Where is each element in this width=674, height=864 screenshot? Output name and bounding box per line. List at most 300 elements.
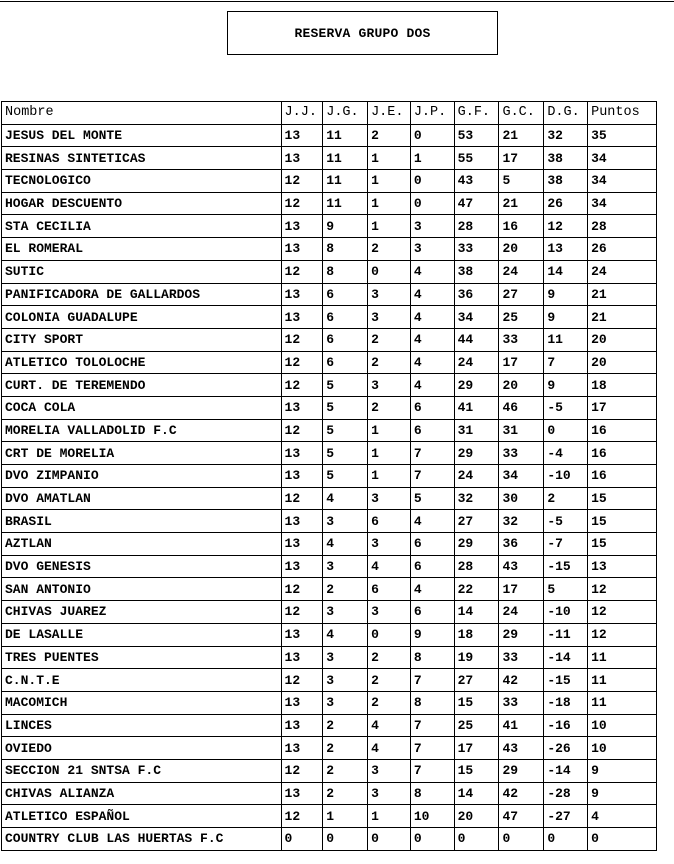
cell-jg: 5 — [323, 442, 368, 465]
cell-je: 2 — [368, 124, 411, 147]
table-row — [2, 328, 657, 351]
table-row — [2, 691, 657, 714]
cell-jp: 7 — [410, 465, 454, 488]
cell-jp: 3 — [410, 215, 454, 238]
cell-dg: 32 — [544, 124, 588, 147]
table-row — [2, 396, 657, 419]
col-header-jp: J.P. — [410, 102, 454, 125]
cell-puntos: 18 — [588, 374, 657, 397]
cell-jp: 6 — [410, 555, 454, 578]
cell-je: 1 — [368, 442, 411, 465]
cell-jg: 11 — [323, 170, 368, 193]
cell-jj: 13 — [281, 215, 323, 238]
cell-dg: 14 — [544, 260, 588, 283]
col-header-gc: G.C. — [499, 102, 544, 125]
cell-jg: 4 — [323, 487, 368, 510]
table-row — [2, 192, 657, 215]
cell-jj: 12 — [281, 192, 323, 215]
cell-jp: 6 — [410, 419, 454, 442]
cell-jg: 2 — [323, 782, 368, 805]
cell-team-name: SECCION 21 SNTSA F.C — [2, 759, 282, 782]
cell-dg: -26 — [544, 737, 588, 760]
cell-puntos: 15 — [588, 510, 657, 533]
cell-puntos: 0 — [588, 828, 657, 851]
cell-team-name: DVO GENESIS — [2, 555, 282, 578]
cell-jp: 0 — [410, 192, 454, 215]
cell-puntos: 35 — [588, 124, 657, 147]
cell-dg: 38 — [544, 147, 588, 170]
cell-puntos: 24 — [588, 260, 657, 283]
cell-team-name: DVO AMATLAN — [2, 487, 282, 510]
table-row — [2, 805, 657, 828]
cell-gc: 29 — [499, 623, 544, 646]
cell-jj: 13 — [281, 714, 323, 737]
cell-jg: 11 — [323, 192, 368, 215]
cell-jj: 13 — [281, 124, 323, 147]
table-row — [2, 306, 657, 329]
cell-gc: 16 — [499, 215, 544, 238]
cell-dg: 9 — [544, 374, 588, 397]
cell-gf: 29 — [454, 533, 499, 556]
cell-jj: 13 — [281, 737, 323, 760]
cell-gf: 44 — [454, 328, 499, 351]
cell-jg: 5 — [323, 465, 368, 488]
cell-jg: 5 — [323, 396, 368, 419]
cell-dg: 7 — [544, 351, 588, 374]
cell-jg: 0 — [323, 828, 368, 851]
cell-dg: 5 — [544, 578, 588, 601]
col-header-jj: J.J. — [281, 102, 323, 125]
cell-team-name: TRES PUENTES — [2, 646, 282, 669]
cell-team-name: C.N.T.E — [2, 669, 282, 692]
cell-gc: 33 — [499, 646, 544, 669]
cell-jj: 13 — [281, 623, 323, 646]
cell-jp: 7 — [410, 759, 454, 782]
cell-je: 1 — [368, 192, 411, 215]
cell-gf: 24 — [454, 465, 499, 488]
cell-je: 4 — [368, 737, 411, 760]
cell-gf: 41 — [454, 396, 499, 419]
page-title-text: RESERVA GRUPO DOS — [294, 25, 431, 41]
table-row — [2, 623, 657, 646]
cell-jp: 7 — [410, 442, 454, 465]
cell-je: 1 — [368, 805, 411, 828]
table-row — [2, 419, 657, 442]
cell-je: 3 — [368, 533, 411, 556]
cell-dg: 12 — [544, 215, 588, 238]
cell-gf: 36 — [454, 283, 499, 306]
cell-jp: 4 — [410, 260, 454, 283]
cell-je: 4 — [368, 555, 411, 578]
cell-gc: 46 — [499, 396, 544, 419]
cell-gf: 19 — [454, 646, 499, 669]
cell-gf: 28 — [454, 555, 499, 578]
cell-gc: 5 — [499, 170, 544, 193]
cell-jp: 8 — [410, 782, 454, 805]
cell-jg: 2 — [323, 737, 368, 760]
col-header-dg: D.G. — [544, 102, 588, 125]
cell-jp: 4 — [410, 328, 454, 351]
col-header-jg: J.G. — [323, 102, 368, 125]
cell-puntos: 34 — [588, 170, 657, 193]
cell-jp: 9 — [410, 623, 454, 646]
cell-jp: 6 — [410, 601, 454, 624]
col-header-puntos: Puntos — [588, 102, 657, 125]
cell-jg: 6 — [323, 351, 368, 374]
cell-gf: 38 — [454, 260, 499, 283]
cell-jp: 7 — [410, 669, 454, 692]
cell-jg: 1 — [323, 805, 368, 828]
table-row — [2, 759, 657, 782]
cell-jj: 13 — [281, 646, 323, 669]
cell-gc: 36 — [499, 533, 544, 556]
cell-jp: 1 — [410, 147, 454, 170]
cell-jp: 0 — [410, 170, 454, 193]
cell-gc: 31 — [499, 419, 544, 442]
cell-jp: 4 — [410, 351, 454, 374]
cell-je: 2 — [368, 691, 411, 714]
cell-team-name: RESINAS SINTETICAS — [2, 147, 282, 170]
cell-je: 2 — [368, 669, 411, 692]
cell-team-name: CURT. DE TEREMENDO — [2, 374, 282, 397]
cell-gc: 34 — [499, 465, 544, 488]
cell-dg: -15 — [544, 669, 588, 692]
cell-dg: 38 — [544, 170, 588, 193]
cell-je: 6 — [368, 578, 411, 601]
cell-team-name: CHIVAS JUAREZ — [2, 601, 282, 624]
table-row — [2, 555, 657, 578]
cell-team-name: DVO ZIMPANIO — [2, 465, 282, 488]
cell-jj: 13 — [281, 306, 323, 329]
cell-puntos: 12 — [588, 578, 657, 601]
cell-dg: -14 — [544, 759, 588, 782]
table-row — [2, 465, 657, 488]
cell-gf: 25 — [454, 714, 499, 737]
cell-gc: 25 — [499, 306, 544, 329]
cell-jj: 12 — [281, 351, 323, 374]
cell-dg: -5 — [544, 396, 588, 419]
col-header-je: J.E. — [368, 102, 411, 125]
cell-je: 2 — [368, 646, 411, 669]
cell-gc: 27 — [499, 283, 544, 306]
cell-puntos: 17 — [588, 396, 657, 419]
cell-team-name: MACOMICH — [2, 691, 282, 714]
cell-jg: 11 — [323, 124, 368, 147]
table-row — [2, 283, 657, 306]
cell-jg: 3 — [323, 669, 368, 692]
cell-jj: 13 — [281, 465, 323, 488]
cell-dg: 26 — [544, 192, 588, 215]
cell-jj: 13 — [281, 782, 323, 805]
cell-jp: 4 — [410, 283, 454, 306]
cell-je: 2 — [368, 396, 411, 419]
cell-puntos: 9 — [588, 782, 657, 805]
cell-gc: 43 — [499, 555, 544, 578]
cell-dg: -7 — [544, 533, 588, 556]
cell-puntos: 11 — [588, 691, 657, 714]
cell-jp: 10 — [410, 805, 454, 828]
cell-gc: 17 — [499, 351, 544, 374]
cell-gc: 20 — [499, 238, 544, 261]
cell-jj: 0 — [281, 828, 323, 851]
cell-team-name: SAN ANTONIO — [2, 578, 282, 601]
cell-jj: 12 — [281, 669, 323, 692]
page-title — [227, 11, 498, 55]
cell-team-name: HOGAR DESCUENTO — [2, 192, 282, 215]
table-row — [2, 533, 657, 556]
table-row — [2, 601, 657, 624]
cell-team-name: PANIFICADORA DE GALLARDOS — [2, 283, 282, 306]
cell-dg: -18 — [544, 691, 588, 714]
cell-gf: 33 — [454, 238, 499, 261]
cell-team-name: CITY SPORT — [2, 328, 282, 351]
cell-jp: 5 — [410, 487, 454, 510]
cell-je: 6 — [368, 510, 411, 533]
cell-je: 3 — [368, 601, 411, 624]
col-header-gf: G.F. — [454, 102, 499, 125]
cell-dg: 2 — [544, 487, 588, 510]
cell-jj: 13 — [281, 510, 323, 533]
cell-gf: 31 — [454, 419, 499, 442]
cell-gc: 33 — [499, 691, 544, 714]
cell-jp: 4 — [410, 306, 454, 329]
cell-dg: 13 — [544, 238, 588, 261]
cell-jj: 13 — [281, 147, 323, 170]
cell-gf: 15 — [454, 759, 499, 782]
cell-jj: 12 — [281, 759, 323, 782]
cell-dg: -15 — [544, 555, 588, 578]
cell-dg: -11 — [544, 623, 588, 646]
cell-team-name: OVIEDO — [2, 737, 282, 760]
cell-gf: 43 — [454, 170, 499, 193]
cell-je: 3 — [368, 487, 411, 510]
table-row — [2, 374, 657, 397]
cell-puntos: 12 — [588, 623, 657, 646]
table-row — [2, 351, 657, 374]
table-row — [2, 215, 657, 238]
cell-jp: 6 — [410, 533, 454, 556]
cell-jj: 12 — [281, 487, 323, 510]
cell-puntos: 13 — [588, 555, 657, 578]
cell-puntos: 26 — [588, 238, 657, 261]
cell-gc: 21 — [499, 192, 544, 215]
table-row — [2, 124, 657, 147]
standings-table — [1, 101, 657, 851]
table-row — [2, 238, 657, 261]
cell-dg: 9 — [544, 283, 588, 306]
cell-gc: 33 — [499, 328, 544, 351]
cell-gc: 47 — [499, 805, 544, 828]
cell-je: 3 — [368, 374, 411, 397]
cell-gf: 29 — [454, 374, 499, 397]
cell-jg: 8 — [323, 238, 368, 261]
col-header-nombre: Nombre — [2, 102, 282, 125]
cell-gf: 0 — [454, 828, 499, 851]
cell-team-name: COCA COLA — [2, 396, 282, 419]
cell-je: 0 — [368, 828, 411, 851]
cell-jg: 2 — [323, 759, 368, 782]
cell-gc: 17 — [499, 578, 544, 601]
table-row — [2, 510, 657, 533]
cell-dg: 9 — [544, 306, 588, 329]
cell-gf: 55 — [454, 147, 499, 170]
cell-dg: 0 — [544, 828, 588, 851]
cell-je: 3 — [368, 283, 411, 306]
cell-jp: 4 — [410, 374, 454, 397]
cell-gf: 22 — [454, 578, 499, 601]
cell-jp: 6 — [410, 396, 454, 419]
cell-jg: 5 — [323, 374, 368, 397]
table-row — [2, 669, 657, 692]
cell-je: 1 — [368, 147, 411, 170]
cell-puntos: 21 — [588, 283, 657, 306]
cell-team-name: MORELIA VALLADOLID F.C — [2, 419, 282, 442]
cell-gc: 24 — [499, 601, 544, 624]
cell-je: 3 — [368, 759, 411, 782]
cell-dg: 11 — [544, 328, 588, 351]
cell-dg: -16 — [544, 714, 588, 737]
cell-jp: 4 — [410, 510, 454, 533]
cell-gf: 14 — [454, 601, 499, 624]
cell-jj: 12 — [281, 374, 323, 397]
cell-dg: -5 — [544, 510, 588, 533]
cell-gf: 32 — [454, 487, 499, 510]
table-row — [2, 578, 657, 601]
cell-team-name: CRT DE MORELIA — [2, 442, 282, 465]
table-row — [2, 442, 657, 465]
cell-jg: 6 — [323, 306, 368, 329]
cell-jj: 13 — [281, 442, 323, 465]
cell-jj: 13 — [281, 396, 323, 419]
table-row — [2, 714, 657, 737]
cell-je: 0 — [368, 260, 411, 283]
cell-jj: 12 — [281, 328, 323, 351]
cell-gc: 0 — [499, 828, 544, 851]
cell-jj: 12 — [281, 260, 323, 283]
cell-puntos: 16 — [588, 442, 657, 465]
cell-jp: 7 — [410, 737, 454, 760]
top-rule — [0, 1, 674, 2]
cell-gc: 43 — [499, 737, 544, 760]
cell-gc: 32 — [499, 510, 544, 533]
cell-puntos: 10 — [588, 714, 657, 737]
cell-gc: 29 — [499, 759, 544, 782]
cell-puntos: 10 — [588, 737, 657, 760]
cell-jj: 12 — [281, 170, 323, 193]
cell-team-name: LINCES — [2, 714, 282, 737]
cell-jj: 12 — [281, 805, 323, 828]
cell-gc: 42 — [499, 782, 544, 805]
cell-jp: 4 — [410, 578, 454, 601]
cell-gc: 21 — [499, 124, 544, 147]
table-row — [2, 737, 657, 760]
cell-je: 3 — [368, 782, 411, 805]
cell-gc: 33 — [499, 442, 544, 465]
cell-jj: 12 — [281, 419, 323, 442]
cell-jg: 11 — [323, 147, 368, 170]
cell-team-name: COLONIA GUADALUPE — [2, 306, 282, 329]
cell-puntos: 11 — [588, 646, 657, 669]
table-row — [2, 147, 657, 170]
cell-jg: 3 — [323, 646, 368, 669]
cell-puntos: 20 — [588, 328, 657, 351]
cell-jg: 9 — [323, 215, 368, 238]
cell-gc: 30 — [499, 487, 544, 510]
cell-jj: 13 — [281, 533, 323, 556]
cell-puntos: 28 — [588, 215, 657, 238]
cell-gf: 27 — [454, 669, 499, 692]
cell-team-name: SUTIC — [2, 260, 282, 283]
table-row — [2, 828, 657, 851]
cell-jp: 0 — [410, 124, 454, 147]
cell-je: 2 — [368, 351, 411, 374]
cell-gc: 20 — [499, 374, 544, 397]
cell-team-name: ATLETICO ESPAÑOL — [2, 805, 282, 828]
cell-team-name: JESUS DEL MONTE — [2, 124, 282, 147]
cell-je: 3 — [368, 306, 411, 329]
cell-team-name: EL ROMERAL — [2, 238, 282, 261]
cell-jg: 3 — [323, 510, 368, 533]
cell-gf: 14 — [454, 782, 499, 805]
cell-gc: 24 — [499, 260, 544, 283]
cell-team-name: BRASIL — [2, 510, 282, 533]
cell-puntos: 12 — [588, 601, 657, 624]
table-row — [2, 170, 657, 193]
cell-team-name: ATLETICO TOLOLOCHE — [2, 351, 282, 374]
header-row — [2, 102, 657, 125]
cell-jj: 12 — [281, 578, 323, 601]
cell-jj: 13 — [281, 238, 323, 261]
cell-team-name: COUNTRY CLUB LAS HUERTAS F.C — [2, 828, 282, 851]
table-row — [2, 487, 657, 510]
table-row — [2, 646, 657, 669]
cell-jg: 5 — [323, 419, 368, 442]
cell-dg: -27 — [544, 805, 588, 828]
cell-puntos: 21 — [588, 306, 657, 329]
cell-jg: 2 — [323, 578, 368, 601]
cell-je: 1 — [368, 465, 411, 488]
cell-gf: 28 — [454, 215, 499, 238]
cell-gf: 27 — [454, 510, 499, 533]
cell-dg: -4 — [544, 442, 588, 465]
cell-team-name: CHIVAS ALIANZA — [2, 782, 282, 805]
cell-jg: 6 — [323, 328, 368, 351]
cell-puntos: 11 — [588, 669, 657, 692]
cell-jj: 13 — [281, 555, 323, 578]
cell-jp: 8 — [410, 646, 454, 669]
cell-gf: 34 — [454, 306, 499, 329]
cell-gf: 24 — [454, 351, 499, 374]
cell-je: 4 — [368, 714, 411, 737]
cell-jg: 4 — [323, 533, 368, 556]
cell-je: 1 — [368, 170, 411, 193]
cell-gf: 17 — [454, 737, 499, 760]
cell-je: 1 — [368, 215, 411, 238]
table-body — [2, 124, 657, 850]
cell-team-name: TECNOLOGICO — [2, 170, 282, 193]
cell-jp: 7 — [410, 714, 454, 737]
cell-jg: 3 — [323, 691, 368, 714]
cell-dg: -10 — [544, 601, 588, 624]
cell-jp: 3 — [410, 238, 454, 261]
cell-puntos: 9 — [588, 759, 657, 782]
cell-jg: 3 — [323, 555, 368, 578]
cell-gf: 53 — [454, 124, 499, 147]
cell-jj: 13 — [281, 691, 323, 714]
cell-dg: 0 — [544, 419, 588, 442]
cell-puntos: 15 — [588, 533, 657, 556]
cell-jp: 0 — [410, 828, 454, 851]
